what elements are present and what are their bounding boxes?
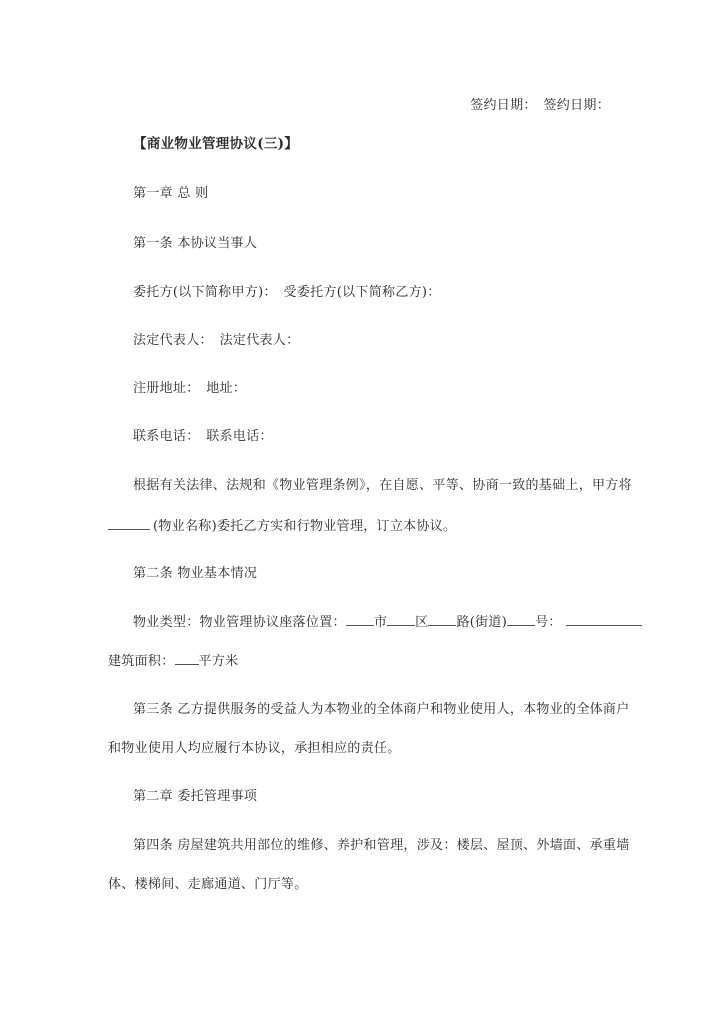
building-area-unit: 平方米: [198, 654, 239, 669]
article-2-heading: 第二条 物业基本情况: [133, 566, 258, 581]
district-label: 区: [415, 615, 429, 630]
property-name-blank: [108, 517, 150, 530]
road-blank: [428, 613, 456, 626]
city-label: 市: [373, 615, 388, 630]
chapter-2-heading: 第二章 委托管理事项: [133, 789, 258, 804]
property-location-line: [133, 613, 642, 631]
chapter-1-heading: 第一章 总 则: [133, 186, 209, 201]
legal-representative-line: 法定代表人： 法定代表人：: [133, 333, 300, 348]
article-1-heading: 第一条 本协议当事人: [133, 236, 258, 251]
building-area-blank: [175, 652, 199, 665]
article-4-line-2: 体、楼梯间、走廊通道、门厅等。: [108, 877, 308, 892]
location-detail-blank: [566, 613, 642, 626]
sign-date: 签约日期： 签约日期：: [470, 98, 610, 113]
address-line: 注册地址： 地址：: [133, 381, 247, 396]
city-blank: [346, 613, 374, 626]
basis-paragraph-line-2: [108, 517, 456, 535]
basis-paragraph-text: (物业名称)委托乙方实和行物业管理，订立本协议。: [153, 519, 457, 534]
road-label: 路(街道): [456, 615, 508, 630]
article-3-line-2: 和物业使用人均应履行本协议，承担相应的责任。: [108, 741, 401, 756]
number-label: 号：: [535, 615, 562, 630]
phone-line: 联系电话： 联系电话：: [133, 429, 273, 444]
article-4-line-1: 第四条 房屋建筑共用部位的维修、养护和管理，涉及：楼层、屋顶、外墙面、承重墙: [133, 838, 630, 853]
document-title: 【商业物业管理协议(三)】: [133, 136, 299, 152]
basis-paragraph-line-1: 根据有关法律、法规和《物业管理条例》，在自愿、平等、协商一致的基础上，甲方将: [133, 478, 632, 493]
number-blank: [507, 613, 535, 626]
building-area-label: 建筑面积：: [108, 654, 175, 669]
district-blank: [387, 613, 415, 626]
article-3-line-1: 第三条 乙方提供服务的受益人为本物业的全体商户和物业使用人，本物业的全体商户: [133, 702, 630, 717]
parties-line: 委托方(以下简称甲方)： 受委托方(以下简称乙方)：: [133, 285, 441, 300]
property-type-label: 物业类型：物业管理协议座落位置：: [133, 615, 346, 630]
building-area-line: [108, 652, 238, 670]
